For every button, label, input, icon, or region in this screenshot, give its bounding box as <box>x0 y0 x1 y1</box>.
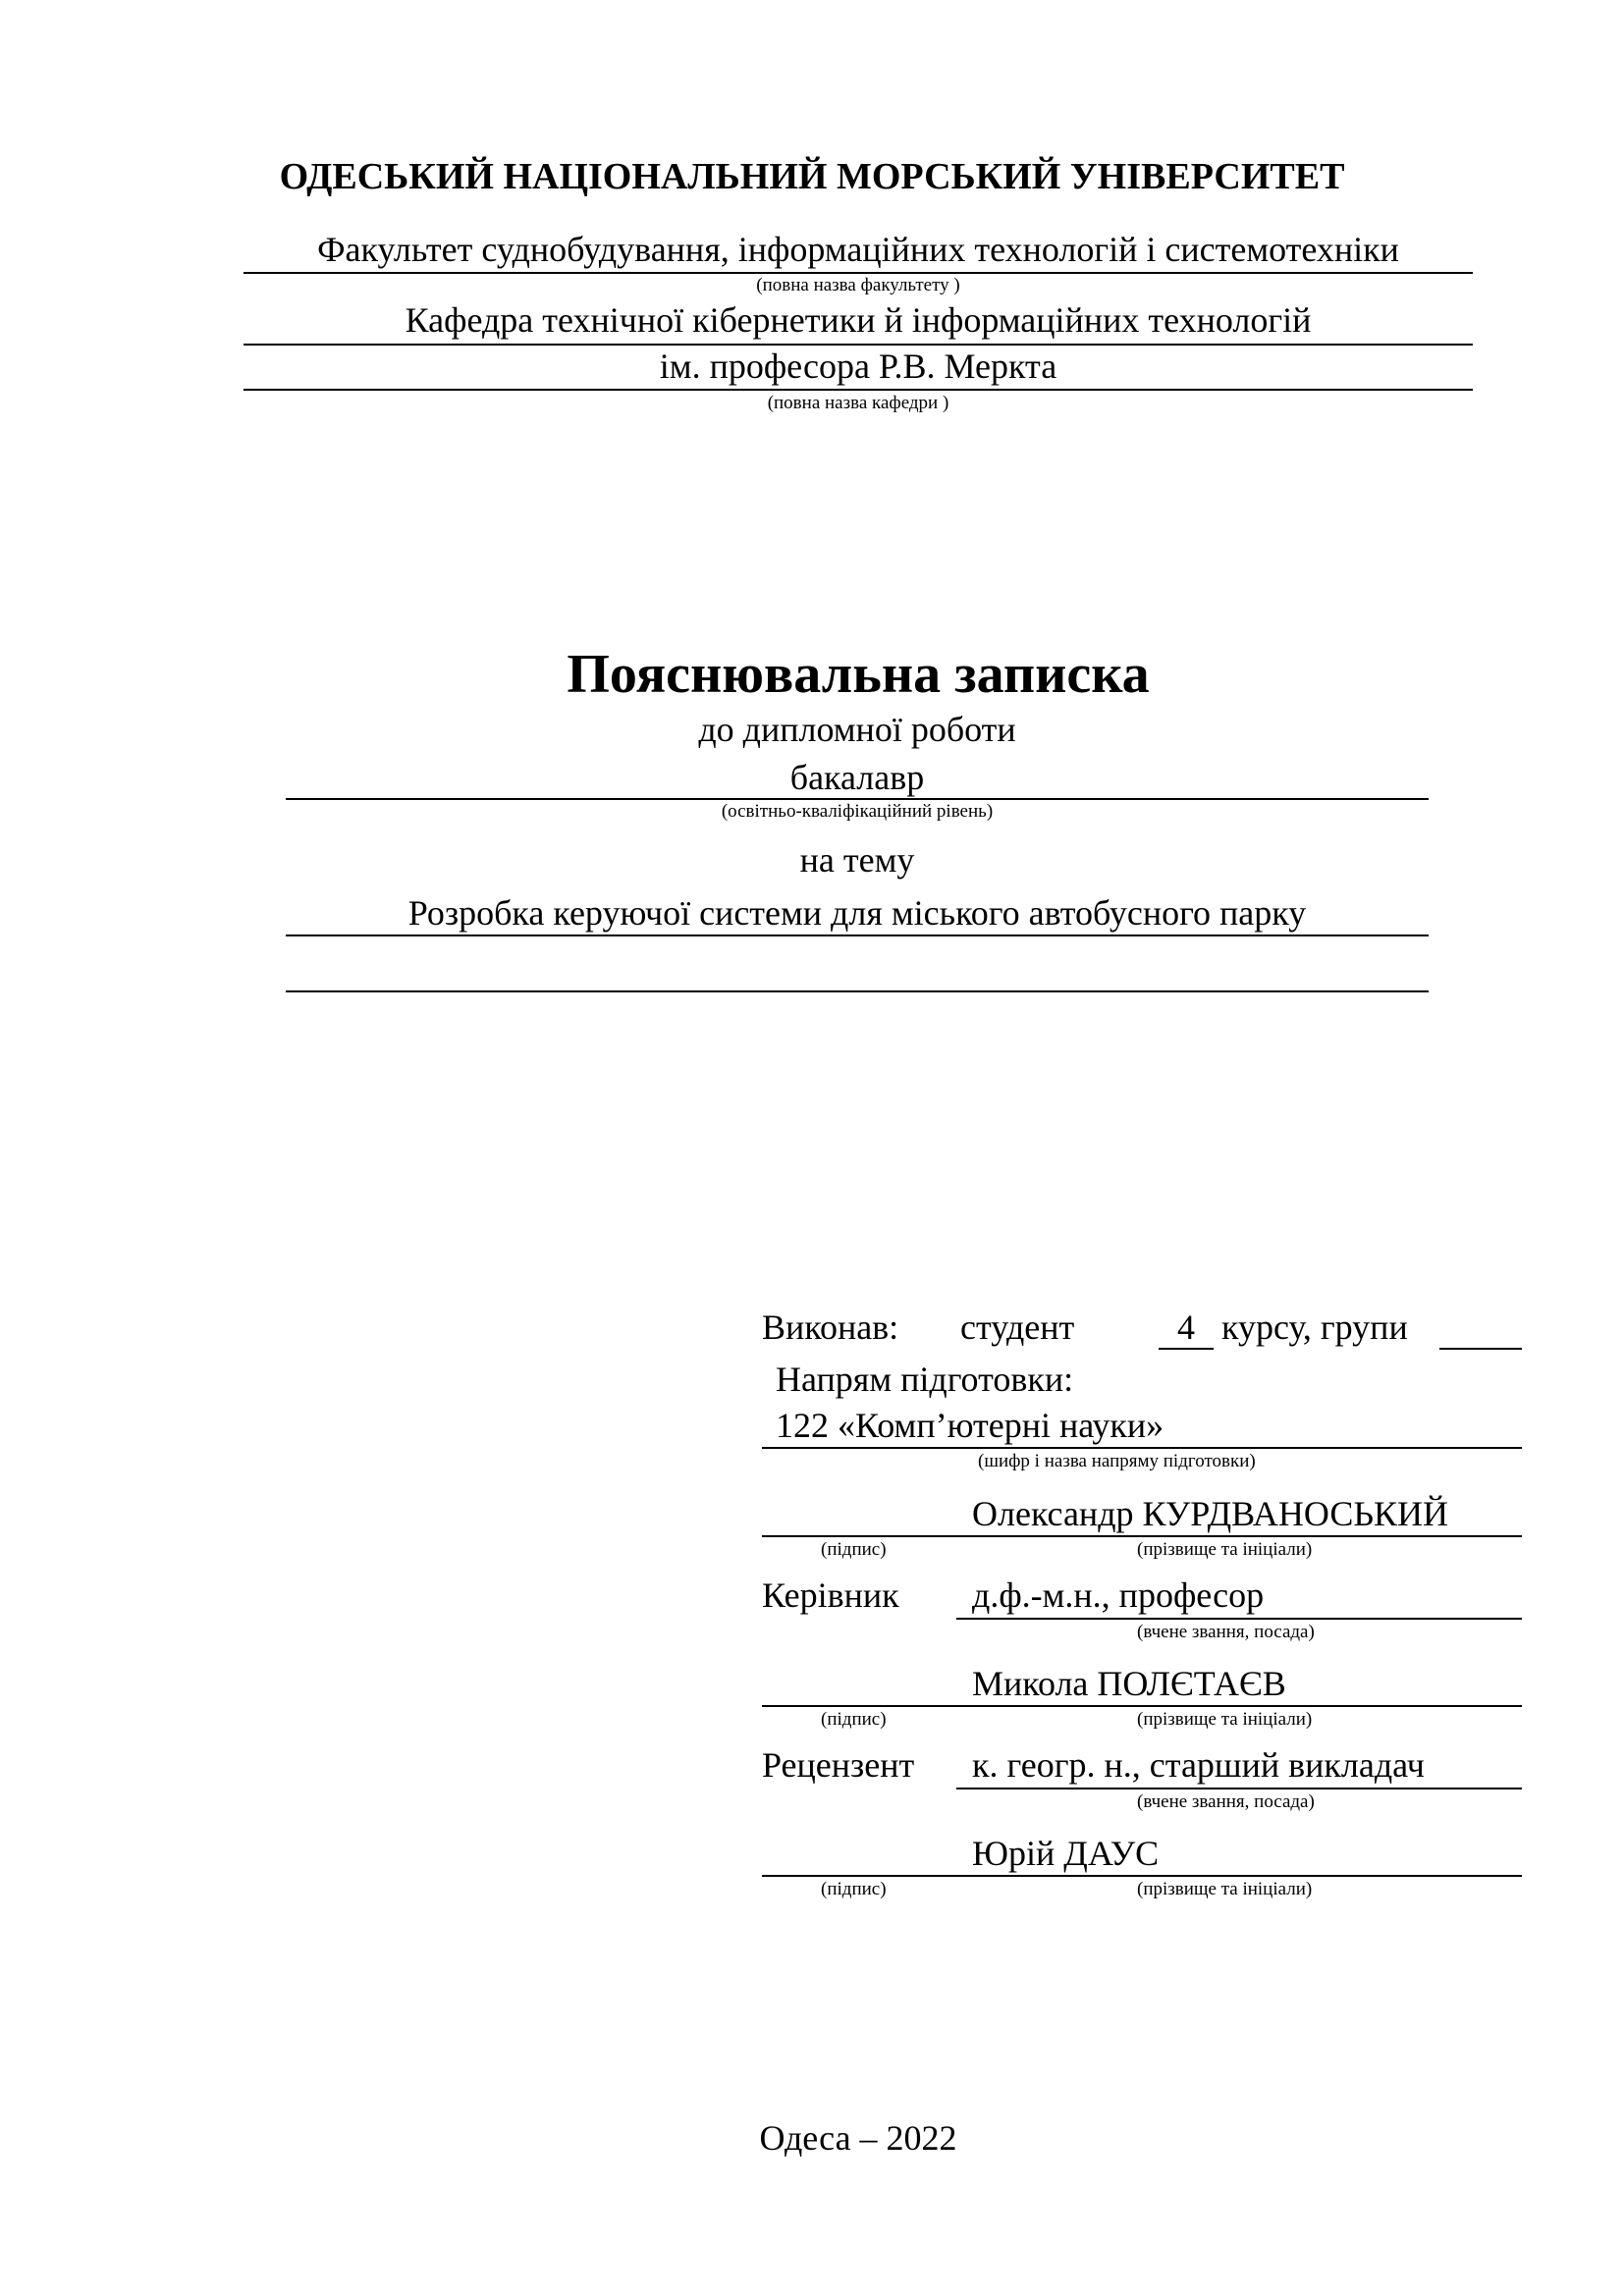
reviewer-title-underline <box>956 1788 1522 1789</box>
topic-underline-2 <box>286 990 1429 992</box>
student-label: студент <box>960 1308 1075 1347</box>
reviewer-label: Рецензент <box>762 1745 915 1785</box>
qualification-level: бакалавр <box>789 758 925 797</box>
thesis-topic: Розробка керуючої системи для міського автобусного парку <box>407 893 1307 933</box>
university-name: ОДЕСЬКИЙ НАЦІОНАЛЬНИЙ МОРСЬКИЙ УНІВЕРСИТЕТ <box>279 156 1345 197</box>
department-underline-1 <box>244 344 1473 346</box>
faculty-name: Факультет суднобудування, інформаційних технологій і системотехніки <box>317 230 1399 269</box>
department-underline-2 <box>244 389 1473 391</box>
group-underline <box>1439 1348 1522 1350</box>
direction-caption: (шифр і назва напряму підготовки) <box>978 1451 1256 1471</box>
reviewer-name-caption: (прізвище та ініціали) <box>1137 1879 1313 1899</box>
supervisor-name-caption: (прізвище та ініціали) <box>1137 1709 1313 1730</box>
student-name-caption: (прізвище та ініціали) <box>1137 1539 1313 1560</box>
performed-label: Виконав: <box>762 1308 899 1347</box>
city-year: Одеса – 2022 <box>759 2118 957 2158</box>
reviewer-name: Юрій ДАУС <box>972 1834 1160 1873</box>
course-number: 4 <box>1177 1308 1195 1347</box>
direction-value: 122 «Комп’ютерні науки» <box>776 1406 1164 1445</box>
student-name-underline <box>762 1535 1522 1537</box>
department-line-1: Кафедра технічної кібернетики й інформаційних технологій <box>405 300 1312 340</box>
on-topic-label: на тему <box>799 840 915 880</box>
level-caption: (освітньо-кваліфікаційний рівень) <box>721 801 994 822</box>
topic-underline-1 <box>286 934 1429 936</box>
course-underline <box>1159 1348 1214 1350</box>
student-name: Олександр КУРДВАНОСЬКИЙ <box>972 1494 1449 1533</box>
supervisor-name: Микола ПОЛЄТАЄВ <box>972 1664 1286 1703</box>
reviewer-signature-caption: (підпис) <box>821 1879 887 1899</box>
supervisor-position-caption: (вчене звання, посада) <box>1137 1622 1315 1642</box>
reviewer-title: к. геогр. н., старший викладач <box>972 1745 1425 1785</box>
supervisor-name-underline <box>762 1705 1522 1707</box>
supervisor-title-underline <box>956 1618 1522 1620</box>
faculty-caption: (повна назва факультету ) <box>756 275 960 295</box>
supervisor-title: д.ф.-м.н., професор <box>972 1575 1265 1615</box>
document-title: Пояснювальна записка <box>567 644 1150 705</box>
direction-label: Напрям підготовки: <box>776 1360 1074 1399</box>
department-line-2: ім. професора Р.В. Меркта <box>659 347 1057 386</box>
faculty-underline <box>244 272 1473 274</box>
direction-underline <box>762 1447 1522 1449</box>
supervisor-label: Керівник <box>762 1575 899 1615</box>
supervisor-signature-caption: (підпис) <box>821 1709 887 1730</box>
department-caption: (повна назва кафедри ) <box>767 393 949 413</box>
reviewer-position-caption: (вчене звання, посада) <box>1137 1791 1315 1812</box>
reviewer-name-underline <box>762 1875 1522 1877</box>
course-group-label: курсу, групи <box>1221 1308 1408 1347</box>
student-signature-caption: (підпис) <box>821 1539 887 1560</box>
level-underline <box>286 798 1429 800</box>
document-subtitle: до дипломної роботи <box>698 710 1016 749</box>
